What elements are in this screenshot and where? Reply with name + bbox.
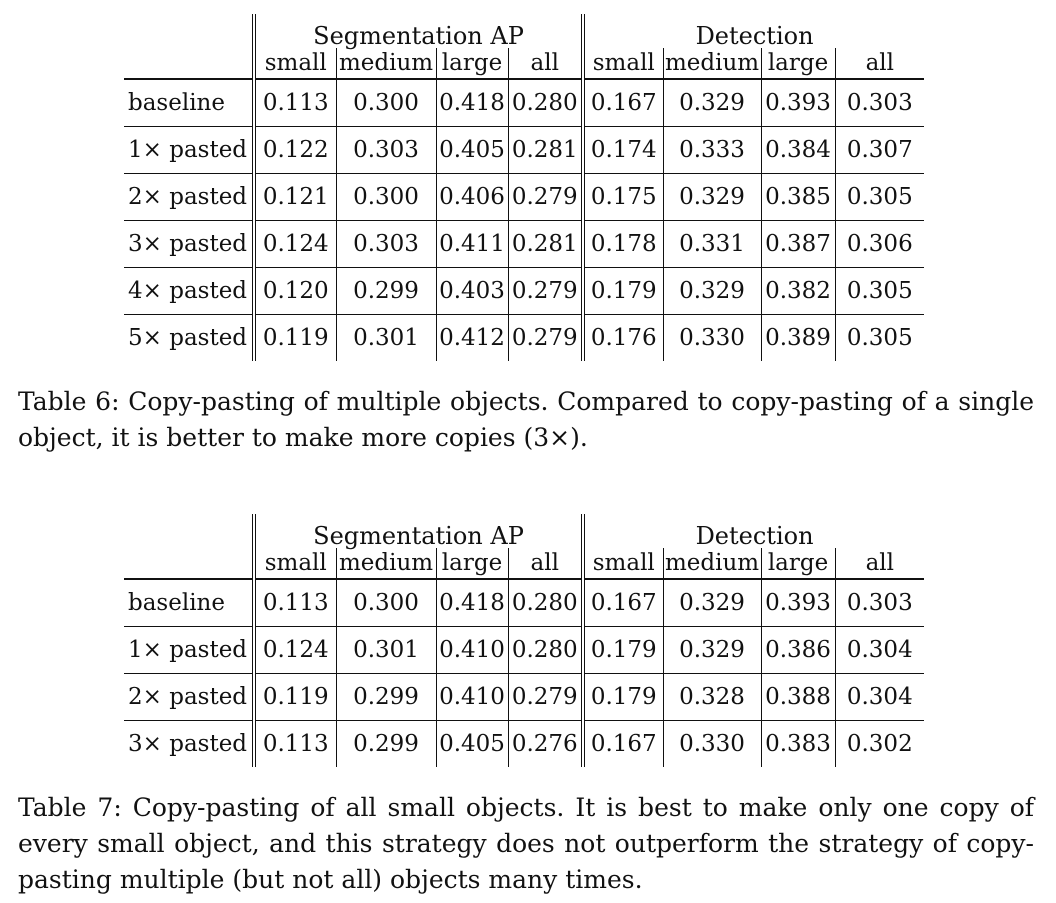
table-cell: 0.280 — [508, 627, 583, 674]
table-cell: 0.119 — [254, 315, 336, 362]
table-cell: 0.179 — [583, 268, 663, 315]
table-cell: 0.305 — [835, 174, 924, 221]
table-cell: 0.331 — [663, 221, 761, 268]
table-cell: 0.279 — [508, 315, 583, 362]
column-header: all — [508, 548, 583, 579]
table-cell: 0.113 — [254, 79, 336, 127]
table-cell: 0.385 — [761, 174, 835, 221]
group-header-detection: Detection — [695, 522, 814, 550]
table-cell: 0.301 — [336, 627, 436, 674]
table-cell: 0.122 — [254, 127, 336, 174]
table-cell: 0.279 — [508, 174, 583, 221]
table-cell: 0.167 — [583, 721, 663, 768]
column-header: all — [865, 49, 895, 76]
row-label: 3× pasted — [124, 721, 254, 768]
table-cell: 0.384 — [761, 127, 835, 174]
table-cell: 0.304 — [835, 627, 924, 674]
group-header-segmentation: Segmentation AP — [254, 514, 583, 548]
column-header: small — [254, 48, 336, 79]
table-cell: 0.179 — [583, 627, 663, 674]
row-label: 1× pasted — [124, 127, 254, 174]
table-cell: 0.167 — [583, 579, 663, 627]
table-cell: 0.330 — [663, 721, 761, 768]
table-cell: 0.121 — [254, 174, 336, 221]
table-cell: 0.113 — [254, 579, 336, 627]
table-cell: 0.306 — [835, 221, 924, 268]
group-header-detection: Detection — [695, 22, 814, 50]
table-6 — [124, 14, 924, 361]
table-cell: 0.300 — [336, 79, 436, 127]
table-cell: 0.279 — [508, 674, 583, 721]
group-header-segmentation: Segmentation AP — [254, 14, 583, 48]
table-cell: 0.383 — [761, 721, 835, 768]
table-cell: 0.124 — [254, 627, 336, 674]
table-cell: 0.389 — [761, 315, 835, 362]
table-cell: 0.410 — [436, 627, 508, 674]
table-cell: 0.403 — [436, 268, 508, 315]
table-cell: 0.174 — [583, 127, 663, 174]
table-cell: 0.303 — [336, 221, 436, 268]
row-label: 2× pasted — [124, 174, 254, 221]
table-cell: 0.280 — [508, 79, 583, 127]
table-row — [124, 627, 924, 674]
column-header: small — [583, 548, 663, 579]
table-row — [124, 79, 924, 127]
table-cell: 0.410 — [436, 674, 508, 721]
table-cell: 0.167 — [583, 79, 663, 127]
table-cell: 0.281 — [508, 127, 583, 174]
row-label: 1× pasted — [124, 627, 254, 674]
table-cell: 0.279 — [508, 268, 583, 315]
table-cell: 0.276 — [508, 721, 583, 768]
table-cell: 0.330 — [663, 315, 761, 362]
table-cell: 0.299 — [336, 268, 436, 315]
column-header: medium — [663, 48, 761, 79]
table-row — [124, 579, 924, 627]
table-cell: 0.303 — [846, 89, 913, 116]
table-cell: 0.305 — [835, 268, 924, 315]
column-header: large — [761, 48, 835, 79]
column-header: medium — [336, 548, 436, 579]
table-cell: 0.382 — [761, 268, 835, 315]
table-cell: 0.418 — [436, 579, 508, 627]
column-header: small — [254, 548, 336, 579]
column-header: large — [436, 548, 508, 579]
column-header: large — [436, 48, 508, 79]
column-header: medium — [336, 48, 436, 79]
table-cell: 0.418 — [436, 79, 508, 127]
table-cell: 0.406 — [436, 174, 508, 221]
table-cell: 0.302 — [835, 721, 924, 768]
table-7-caption: Table 7: Copy-pasting of all small objects. It is best to make only one copy of every small object, and this strategy does not outperform the strategy of copy-pasting multiple (but not all) objects many times. — [18, 793, 1034, 894]
table-cell: 0.120 — [254, 268, 336, 315]
table-cell: 0.301 — [336, 315, 436, 362]
row-label: baseline — [124, 579, 254, 627]
table-cell: 0.175 — [583, 174, 663, 221]
table-cell: 0.299 — [336, 674, 436, 721]
table-cell: 0.179 — [583, 674, 663, 721]
column-header: all — [508, 48, 583, 79]
table-cell: 0.386 — [761, 627, 835, 674]
table-cell: 0.304 — [835, 674, 924, 721]
table-cell: 0.329 — [663, 174, 761, 221]
row-label: 2× pasted — [124, 674, 254, 721]
table-7-body — [124, 579, 924, 767]
table-cell: 0.329 — [663, 579, 761, 627]
table-row — [124, 268, 924, 315]
table-cell: 0.300 — [336, 579, 436, 627]
table-6-caption: Table 6: Copy-pasting of multiple objects. Compared to copy-pasting of a single object, it is better to make more copies (3×). — [18, 387, 1034, 452]
table-cell: 0.280 — [508, 579, 583, 627]
column-header: small — [583, 48, 663, 79]
table-cell: 0.405 — [436, 127, 508, 174]
table-cell: 0.303 — [336, 127, 436, 174]
table-cell: 0.300 — [336, 174, 436, 221]
table-cell: 0.329 — [663, 79, 761, 127]
table-cell: 0.113 — [254, 721, 336, 768]
table-cell: 0.333 — [663, 127, 761, 174]
table-cell: 0.124 — [254, 221, 336, 268]
table-cell: 0.305 — [835, 315, 924, 362]
table-cell: 0.299 — [336, 721, 436, 768]
table-cell: 0.388 — [761, 674, 835, 721]
table-cell: 0.411 — [436, 221, 508, 268]
table-row — [124, 221, 924, 268]
row-label: baseline — [124, 79, 254, 127]
table-cell: 0.412 — [436, 315, 508, 362]
table-cell: 0.405 — [436, 721, 508, 768]
column-header: all — [865, 549, 895, 576]
table-row — [124, 127, 924, 174]
table-cell: 0.178 — [583, 221, 663, 268]
column-header: large — [761, 548, 835, 579]
table-cell: 0.303 — [846, 589, 913, 616]
table-row — [124, 174, 924, 221]
table-cell: 0.393 — [761, 79, 835, 127]
table-cell: 0.329 — [663, 627, 761, 674]
row-label: 4× pasted — [124, 268, 254, 315]
table-cell: 0.176 — [583, 315, 663, 362]
column-header: medium — [663, 548, 761, 579]
table-cell: 0.307 — [835, 127, 924, 174]
table-cell: 0.329 — [663, 268, 761, 315]
table-row — [124, 315, 924, 362]
table-cell: 0.119 — [254, 674, 336, 721]
table-7-block — [0, 500, 1056, 903]
row-label: 5× pasted — [124, 315, 254, 362]
table-6-body — [124, 79, 924, 361]
table-cell: 0.387 — [761, 221, 835, 268]
table-cell: 0.328 — [663, 674, 761, 721]
table-7 — [124, 514, 924, 767]
table-row — [124, 674, 924, 721]
table-row — [124, 721, 924, 768]
table-cell: 0.281 — [508, 221, 583, 268]
table-cell: 0.393 — [761, 579, 835, 627]
row-label: 3× pasted — [124, 221, 254, 268]
